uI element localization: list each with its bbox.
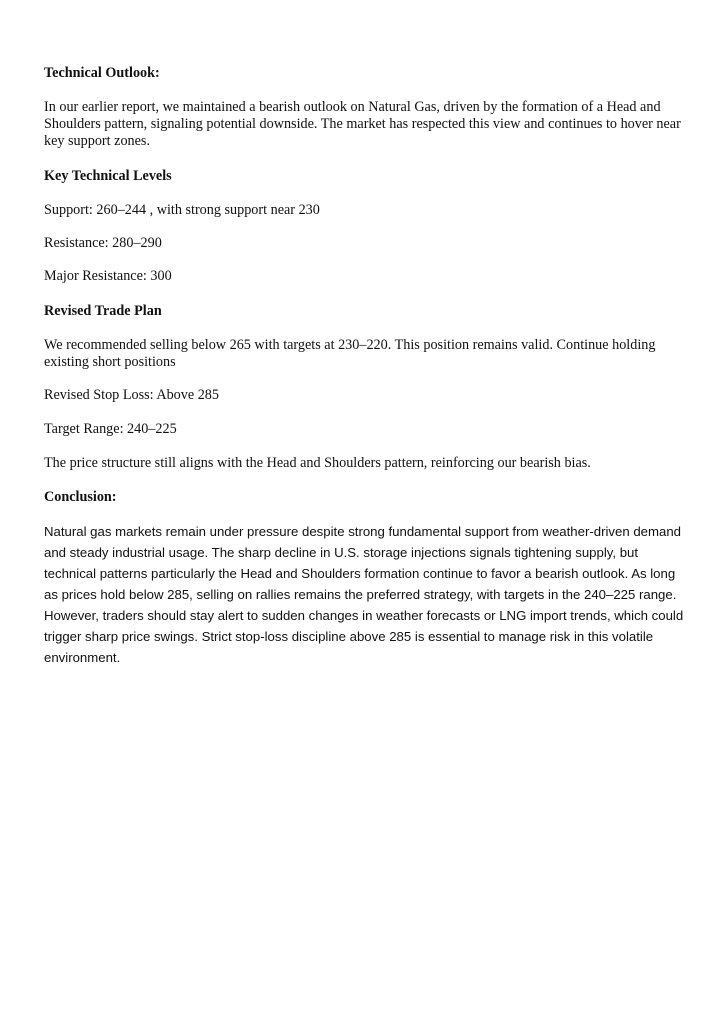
technical-outlook-paragraph: In our earlier report, we maintained a bearish outlook on Natural Gas, driven by the formation of a Head and Shoulders pattern, signaling potential downside. The market has respected this view and continues to hover near key support zones. (44, 99, 681, 149)
revised-stop-loss: Revised Stop Loss: Above 285 (44, 387, 219, 403)
major-resistance-level: Major Resistance: 300 (44, 268, 172, 284)
revised-trade-plan-heading: Revised Trade Plan (44, 303, 162, 319)
key-technical-levels-heading: Key Technical Levels (44, 168, 172, 184)
target-range: Target Range: 240–225 (44, 421, 177, 437)
trade-recommendation: We recommended selling below 265 with targets at 230–220. This position remains valid. Continue holding existing short positions (44, 337, 656, 370)
conclusion-heading: Conclusion: (44, 489, 117, 505)
technical-outlook-heading: Technical Outlook: (44, 65, 160, 81)
price-structure-note: The price structure still aligns with the Head and Shoulders pattern, reinforcing our bearish bias. (44, 455, 591, 471)
support-level: Support: 260–244 , with strong support near 230 (44, 202, 320, 218)
conclusion-paragraph: Natural gas markets remain under pressure despite strong fundamental support from weather-driven demand and steady industrial usage. The sharp decline in U.S. storage injections signals tightening supply, but technical patterns particularly the Head and Shoulders formation continue to favor a bearish outlook. As long as prices hold below 285, selling on rallies remains the preferred strategy, with targets in the 240–225 range. However, traders should stay alert to sudden changes in weather forecasts or LNG import trends, which could trigger sharp price swings. Strict stop-loss discipline above 285 is essential to manage risk in this volatile environment. (44, 524, 684, 665)
resistance-level: Resistance: 280–290 (44, 235, 162, 251)
